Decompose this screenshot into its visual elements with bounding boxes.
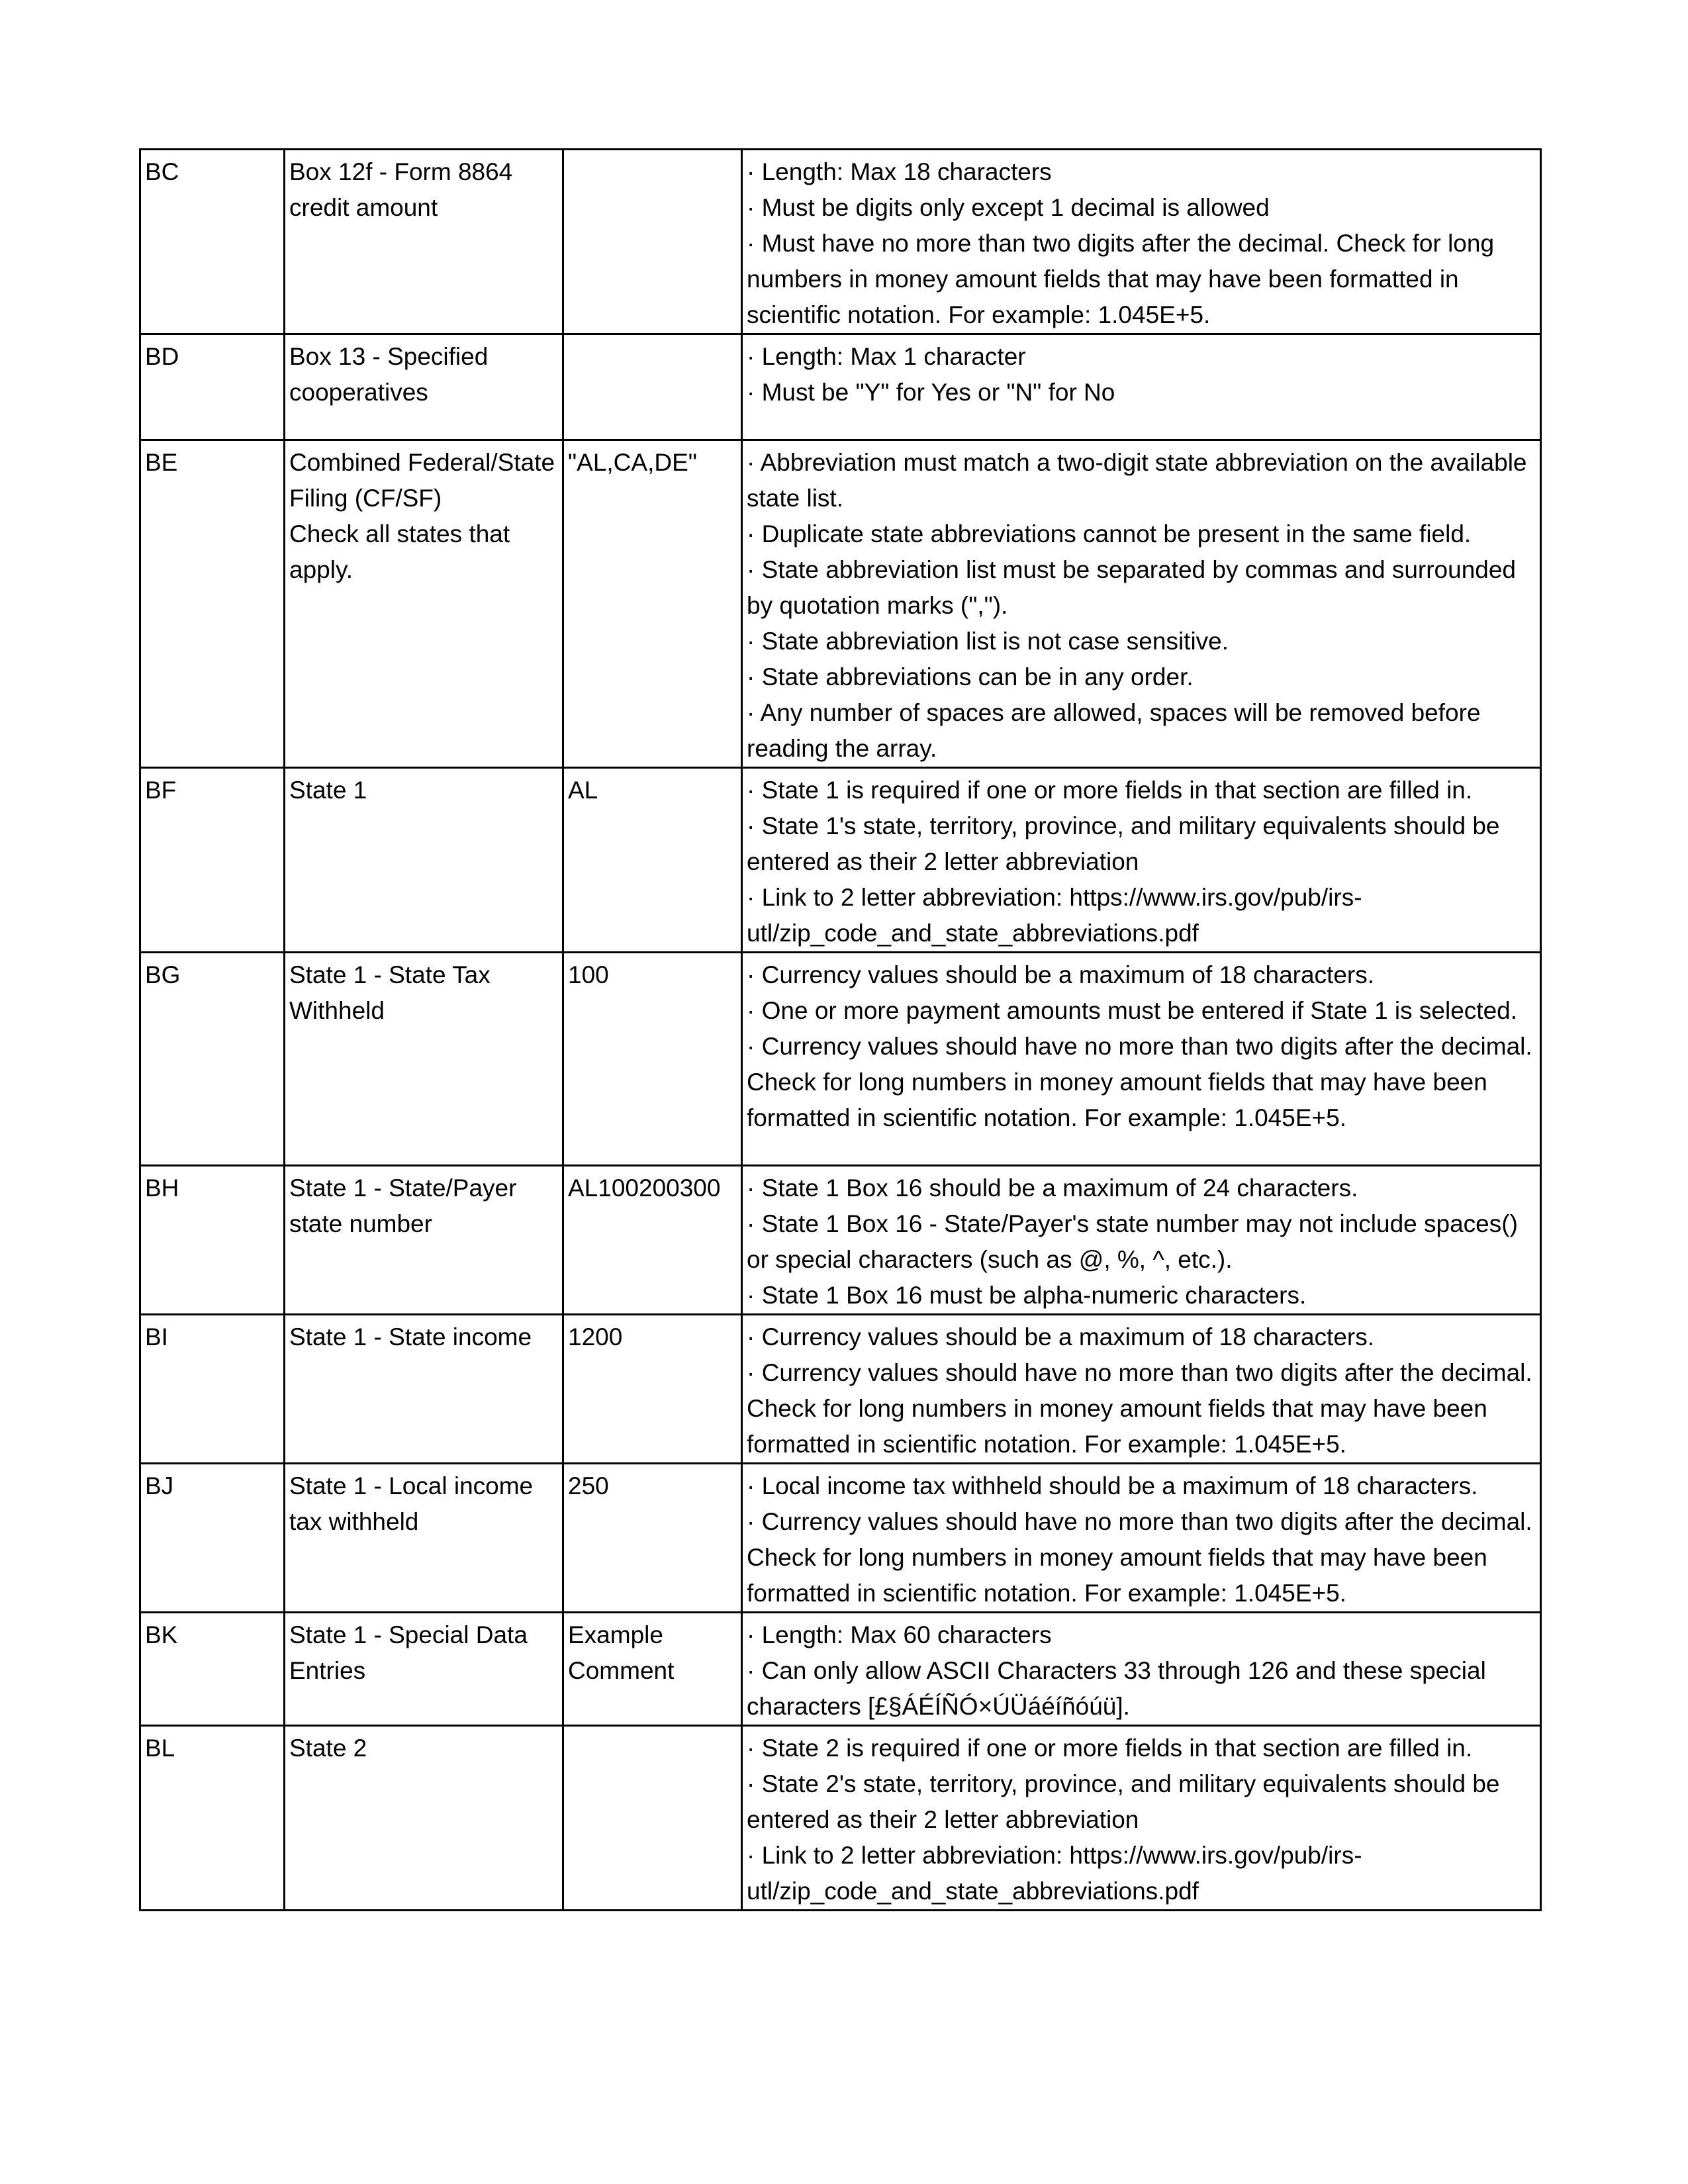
rule-text: · Can only allow ASCII Characters 33 through 126 and these special characters [£§ÁÉÍÑÓ×ÚÜáéíñóúü].: [747, 1657, 1486, 1720]
rule-text: · State 1's state, territory, province, and military equivalents should be entered as their 2 letter abbreviation: [747, 812, 1500, 875]
example-value-cell: AL: [563, 768, 742, 953]
column-code-cell: BK: [140, 1613, 285, 1726]
column-code-cell: BG: [140, 953, 285, 1166]
column-code-cell: BC: [140, 150, 285, 334]
table-row: [140, 440, 1541, 768]
example-value-cell: 1200: [563, 1315, 742, 1464]
validation-rules-cell: [742, 768, 1541, 953]
column-code-cell: BE: [140, 440, 285, 768]
rule-text: · Currency values should be a maximum of 18 characters.: [747, 1323, 1375, 1351]
rule-text: · State abbreviation list must be separated by commas and surrounded by quotation marks (",").: [747, 556, 1517, 619]
rule-text: · Local income tax withheld should be a maximum of 18 characters.: [747, 1472, 1478, 1499]
rule-text: · Must be digits only except 1 decimal is allowed: [747, 194, 1270, 221]
rule-text: · State abbreviations can be in any order.: [747, 663, 1194, 690]
table-row: [140, 1613, 1541, 1726]
table-row: [140, 1464, 1541, 1613]
rule-text: · Currency values should be a maximum of 18 characters.: [747, 961, 1375, 988]
field-name-cell: Box 13 - Specified cooperatives: [285, 334, 563, 440]
field-name-cell: State 2: [285, 1726, 563, 1911]
table-row: [140, 334, 1541, 440]
validation-rules-cell: [742, 1726, 1541, 1911]
field-name-cell: Box 12f - Form 8864 credit amount: [285, 150, 563, 334]
table-row: [140, 953, 1541, 1166]
validation-rules-cell: [742, 1464, 1541, 1613]
column-code-cell: BH: [140, 1166, 285, 1315]
example-value-cell: Example Comment: [563, 1613, 742, 1726]
rule-text: · State 2 is required if one or more fields in that section are filled in.: [747, 1734, 1473, 1762]
field-name-cell: State 1 - State Tax Withheld: [285, 953, 563, 1166]
rule-text: · Duplicate state abbreviations cannot be present in the same field.: [747, 520, 1472, 547]
rule-text: · Length: Max 18 characters: [747, 158, 1052, 185]
rule-text: · Any number of spaces are allowed, spaces will be removed before reading the array.: [747, 699, 1481, 762]
field-name-cell: State 1 - State income: [285, 1315, 563, 1464]
rule-text: · Must be "Y" for Yes or "N" for No: [747, 379, 1115, 406]
rule-text: · State 1 is required if one or more fields in that section are filled in.: [747, 777, 1473, 804]
rule-text: · State abbreviation list is not case sensitive.: [747, 628, 1229, 655]
rule-text: · Currency values should have no more than two digits after the decimal. Check for long numbers in money amount fields that may have been formatted in scientific notation. For example: 1.045E+5.: [747, 1359, 1532, 1458]
table-row: [140, 150, 1541, 334]
rule-text: · Currency values should have no more than two digits after the decimal. Check for long numbers in money amount fields that may have been formatted in scientific notation. For example: 1.045E+5.: [747, 1508, 1532, 1607]
table-row: [140, 1726, 1541, 1911]
table-row: [140, 768, 1541, 953]
example-value-cell: "AL,CA,DE": [563, 440, 742, 768]
table-row: [140, 1315, 1541, 1464]
field-name-cell: State 1 - Special Data Entries: [285, 1613, 563, 1726]
example-value-cell: [563, 1726, 742, 1911]
column-code-cell: BI: [140, 1315, 285, 1464]
validation-rules-cell: [742, 1315, 1541, 1464]
rule-text: · Abbreviation must match a two-digit state abbreviation on the available state list.: [747, 449, 1527, 512]
field-name-cell: State 1: [285, 768, 563, 953]
rule-text: · Length: Max 60 characters: [747, 1621, 1052, 1648]
rule-text: · State 1 Box 16 - State/Payer's state number may not include spaces() or special characters (such as @, %, ^, etc.).: [747, 1210, 1518, 1273]
rule-text: · Length: Max 1 character: [747, 343, 1026, 370]
field-name-cell: State 1 - Local income tax withheld: [285, 1464, 563, 1613]
rule-text: · Must have no more than two digits after the decimal. Check for long numbers in money amount fields that may have been formatted in scientific notation. For example: 1.045E+5.: [747, 230, 1495, 328]
rule-text: · State 1 Box 16 should be a maximum of 24 characters.: [747, 1174, 1358, 1202]
rule-text: · Currency values should have no more than two digits after the decimal. Check for long numbers in money amount fields that may have been formatted in scientific notation. For example: 1.045E+5.: [747, 1033, 1532, 1131]
validation-rules-cell: [742, 953, 1541, 1166]
column-code-cell: BL: [140, 1726, 285, 1911]
rule-text: · Link to 2 letter abbreviation: https://www.irs.gov/pub/irs-utl/zip_code_and_state_abbreviations.pdf: [747, 884, 1362, 947]
column-code-cell: BD: [140, 334, 285, 440]
example-value-cell: 250: [563, 1464, 742, 1613]
example-value-cell: AL100200300: [563, 1166, 742, 1315]
example-value-cell: [563, 150, 742, 334]
column-code-cell: BJ: [140, 1464, 285, 1613]
field-specification-table: [139, 148, 1542, 1911]
validation-rules-cell: [742, 334, 1541, 440]
validation-rules-cell: [742, 150, 1541, 334]
rule-text: · Link to 2 letter abbreviation: https://www.irs.gov/pub/irs-utl/zip_code_and_state_abbreviations.pdf: [747, 1842, 1362, 1905]
field-name-cell: State 1 - State/Payer state number: [285, 1166, 563, 1315]
column-code-cell: BF: [140, 768, 285, 953]
rule-text: · State 2's state, territory, province, and military equivalents should be entered as their 2 letter abbreviation: [747, 1770, 1500, 1833]
example-value-cell: [563, 334, 742, 440]
table-row: [140, 1166, 1541, 1315]
rule-text: · One or more payment amounts must be entered if State 1 is selected.: [747, 997, 1518, 1024]
rule-text: · State 1 Box 16 must be alpha-numeric characters.: [747, 1282, 1307, 1309]
validation-rules-cell: [742, 1613, 1541, 1726]
example-value-cell: 100: [563, 953, 742, 1166]
field-name-cell: Combined Federal/State Filing (CF/SF) Check all states that apply.: [285, 440, 563, 768]
validation-rules-cell: [742, 440, 1541, 768]
validation-rules-cell: [742, 1166, 1541, 1315]
